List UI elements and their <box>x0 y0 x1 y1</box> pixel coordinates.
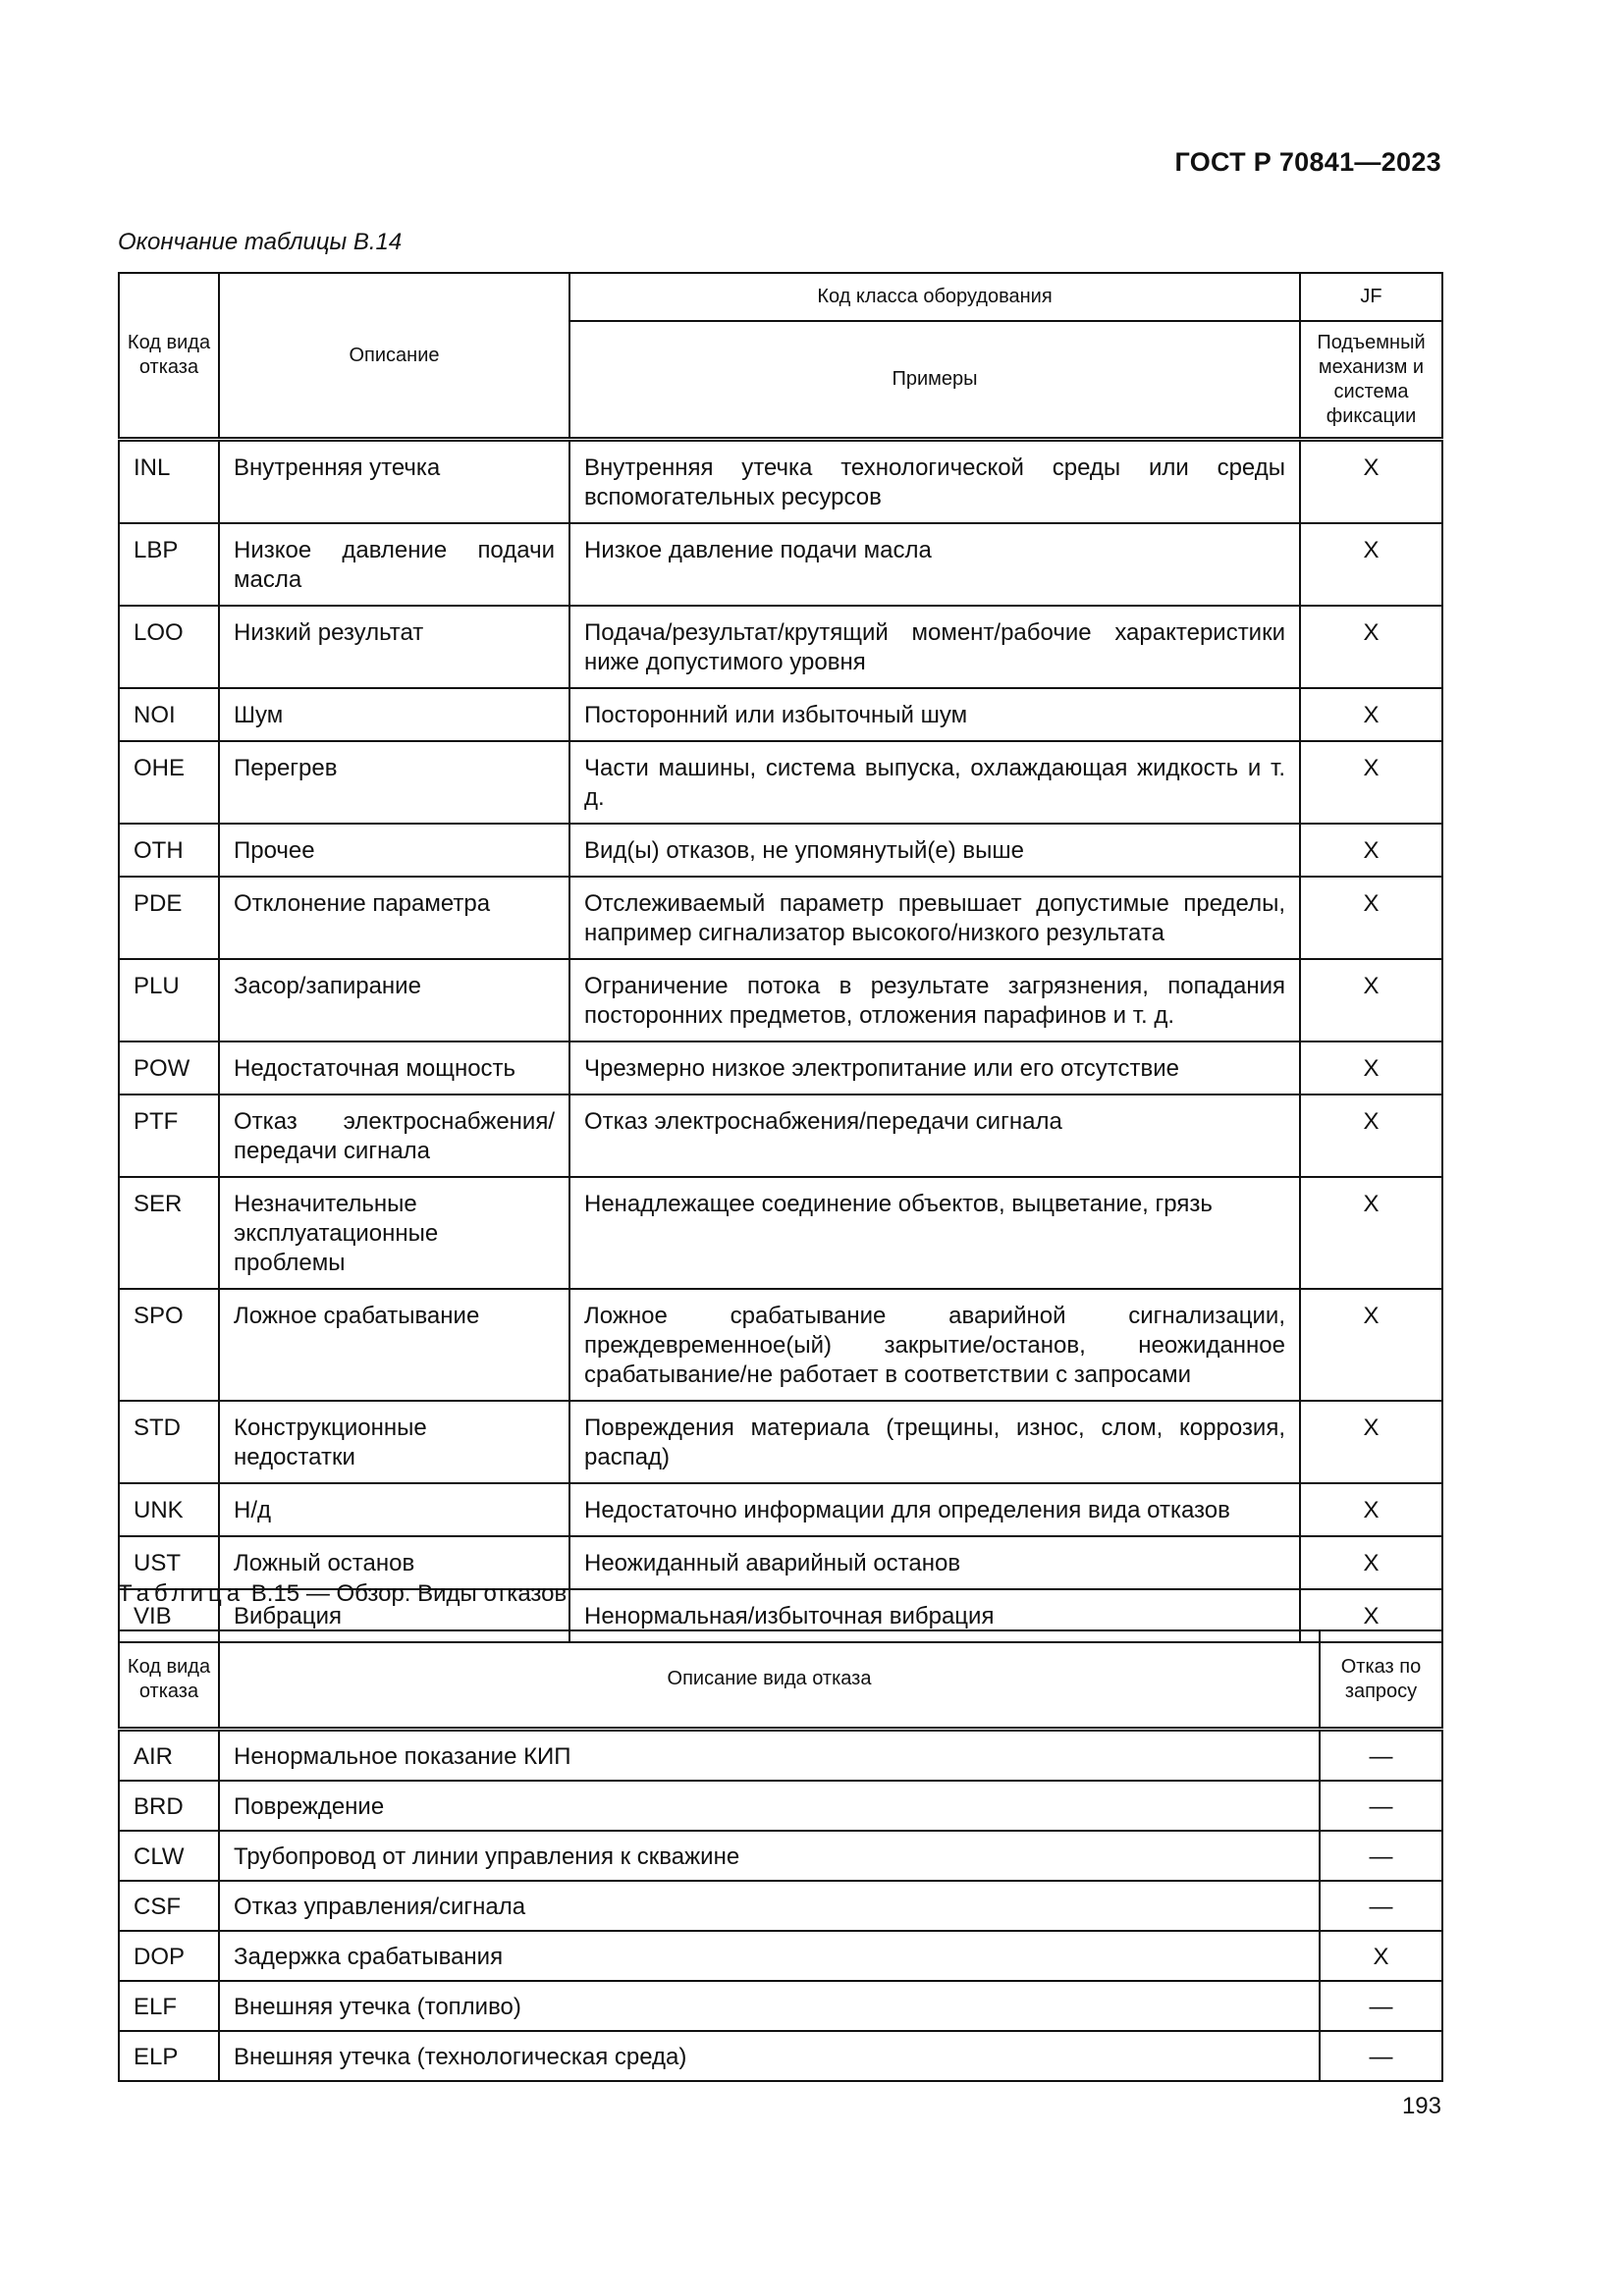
failure-code: SPO <box>119 1289 219 1401</box>
jf-mark: X <box>1300 877 1442 959</box>
table-row <box>119 523 1442 606</box>
jf-mark: X <box>1300 606 1442 688</box>
failure-description: Незначительные эксплуатационные проблемы <box>219 1177 569 1289</box>
failure-description: Шум <box>219 688 569 741</box>
table-b14-caption: Окончание таблицы В.14 <box>118 229 403 255</box>
failure-code: LBP <box>119 523 219 606</box>
jf-mark: X <box>1300 1177 1442 1289</box>
jf-mark: X <box>1300 1589 1442 1642</box>
header-code: Код вида отказа <box>119 1630 219 1730</box>
failure-code: PDE <box>119 877 219 959</box>
failure-description: Прочее <box>219 824 569 877</box>
table-row <box>119 606 1442 688</box>
failure-description: Конструкционные недостатки <box>219 1401 569 1483</box>
on-demand-mark: — <box>1320 1730 1442 1782</box>
failure-description: Ненормальное показание КИП <box>219 1730 1320 1782</box>
failure-code: POW <box>119 1041 219 1095</box>
failure-description: Трубопровод от линии управления к скважине <box>219 1831 1320 1881</box>
failure-description: Перегрев <box>219 741 569 824</box>
failure-code: AIR <box>119 1730 219 1782</box>
on-demand-mark: X <box>1320 1931 1442 1981</box>
table-b15-caption-prefix: Таблица <box>118 1580 245 1607</box>
table-row <box>119 741 1442 824</box>
failure-description: Задержка срабатывания <box>219 1931 1320 1981</box>
table-row <box>119 1401 1442 1483</box>
table-row <box>119 1041 1442 1095</box>
failure-description: Отказ электроснабжения/передачи сигнала <box>219 1095 569 1177</box>
table-row <box>119 1177 1442 1289</box>
failure-description: Н/д <box>219 1483 569 1536</box>
failure-code: CSF <box>119 1881 219 1931</box>
failure-description: Отказ управления/сигнала <box>219 1881 1320 1931</box>
table-row <box>119 2031 1442 2081</box>
failure-examples: Неожиданный аварийный останов <box>569 1536 1300 1589</box>
failure-description: Недостаточная мощность <box>219 1041 569 1095</box>
failure-code: VIB <box>119 1589 219 1642</box>
failure-code: NOI <box>119 688 219 741</box>
header-failure-description: Описание вида отказа <box>219 1630 1320 1730</box>
failure-description: Внешняя утечка (топливо) <box>219 1981 1320 2031</box>
failure-code: INL <box>119 440 219 524</box>
jf-mark: X <box>1300 1401 1442 1483</box>
jf-mark: X <box>1300 523 1442 606</box>
failure-code: OHE <box>119 741 219 824</box>
table-row <box>119 688 1442 741</box>
header-class-code-value: JF <box>1300 273 1442 321</box>
failure-description: Низкий результат <box>219 606 569 688</box>
table-row <box>119 959 1442 1041</box>
table-row <box>119 1881 1442 1931</box>
failure-code: DOP <box>119 1931 219 1981</box>
failure-description: Засор/запирание <box>219 959 569 1041</box>
failure-code: CLW <box>119 1831 219 1881</box>
failure-description: Внутренняя утечка <box>219 440 569 524</box>
jf-mark: X <box>1300 824 1442 877</box>
failure-examples: Ненормальная/избыточная вибрация <box>569 1589 1300 1642</box>
table-b15-caption <box>118 1580 567 1608</box>
jf-mark: X <box>1300 1041 1442 1095</box>
table-row <box>119 440 1442 524</box>
on-demand-mark: — <box>1320 1831 1442 1881</box>
failure-code: BRD <box>119 1781 219 1831</box>
failure-examples: Части машины, система выпуска, охлаждающая жидкость и т. д. <box>569 741 1300 824</box>
jf-mark: X <box>1300 1483 1442 1536</box>
failure-code: UNK <box>119 1483 219 1536</box>
table-row <box>119 1781 1442 1831</box>
jf-mark: X <box>1300 440 1442 524</box>
on-demand-mark: — <box>1320 1881 1442 1931</box>
failure-examples: Недостаточно информации для определения вида отказов <box>569 1483 1300 1536</box>
table-row <box>119 1289 1442 1401</box>
jf-mark: X <box>1300 1095 1442 1177</box>
failure-code: STD <box>119 1401 219 1483</box>
table-row <box>119 1730 1442 1782</box>
failure-examples: Ограничение потока в результате загрязнения, попадания посторонних предметов, отложения парафинов и т. д. <box>569 959 1300 1041</box>
failure-examples: Отказ электроснабжения/передачи сигнала <box>569 1095 1300 1177</box>
failure-code: PTF <box>119 1095 219 1177</box>
header-on-demand: Отказ по запросу <box>1320 1630 1442 1730</box>
table-b15-caption-text: В.15 — Обзор. Виды отказов <box>250 1580 568 1607</box>
failure-description: Ложное срабатывание <box>219 1289 569 1401</box>
failure-code: SER <box>119 1177 219 1289</box>
failure-examples: Вид(ы) отказов, не упомянутый(е) выше <box>569 824 1300 877</box>
failure-code: LOO <box>119 606 219 688</box>
table-row <box>119 824 1442 877</box>
failure-description: Ложный останов <box>219 1536 569 1589</box>
standard-designation: ГОСТ Р 70841—2023 <box>1174 147 1441 177</box>
jf-mark: X <box>1300 1289 1442 1401</box>
failure-examples: Повреждения материала (трещины, износ, слом, коррозия, распад) <box>569 1401 1300 1483</box>
jf-mark: X <box>1300 959 1442 1041</box>
on-demand-mark: — <box>1320 1781 1442 1831</box>
failure-code: OTH <box>119 824 219 877</box>
page-number: 193 <box>1401 2093 1441 2119</box>
failure-examples: Посторонний или избыточный шум <box>569 688 1300 741</box>
failure-examples: Подача/результат/крутящий момент/рабочие характеристики ниже допустимого уровня <box>569 606 1300 688</box>
failure-examples: Ложное срабатывание аварийной сигнализации, преждевременное(ый) закрытие/останов, неожиданное срабатывание/не работает в соответствии с запросами <box>569 1289 1300 1401</box>
header-examples: Примеры <box>569 321 1300 440</box>
header-description: Описание <box>219 273 569 440</box>
table-b14 <box>118 272 1443 1643</box>
failure-examples: Чрезмерно низкое электропитание или его отсутствие <box>569 1041 1300 1095</box>
failure-code: PLU <box>119 959 219 1041</box>
jf-mark: X <box>1300 1536 1442 1589</box>
header-jf-column: Подъемный механизм и система фиксации <box>1300 321 1442 440</box>
failure-code: ELF <box>119 1981 219 2031</box>
table-row <box>119 1831 1442 1881</box>
failure-description: Повреждение <box>219 1781 1320 1831</box>
failure-description: Низкое давление подачи масла <box>219 523 569 606</box>
failure-code: UST <box>119 1536 219 1589</box>
failure-description: Отклонение параметра <box>219 877 569 959</box>
failure-examples: Внутренняя утечка технологической среды или среды вспомогательных ресурсов <box>569 440 1300 524</box>
table-row <box>119 1931 1442 1981</box>
jf-mark: X <box>1300 741 1442 824</box>
jf-mark: X <box>1300 688 1442 741</box>
on-demand-mark: — <box>1320 1981 1442 2031</box>
table-row <box>119 1095 1442 1177</box>
failure-examples: Низкое давление подачи масла <box>569 523 1300 606</box>
table-b15 <box>118 1629 1443 2082</box>
header-class-code: Код класса оборудования <box>569 273 1300 321</box>
failure-examples: Отслеживаемый параметр превышает допустимые пределы, например сигнализатор высокого/низкого результата <box>569 877 1300 959</box>
header-code: Код вида отказа <box>119 273 219 440</box>
table-row <box>119 1981 1442 2031</box>
failure-code: ELP <box>119 2031 219 2081</box>
failure-description: Вибрация <box>219 1589 569 1642</box>
table-row <box>119 1483 1442 1536</box>
failure-examples: Ненадлежащее соединение объектов, выцветание, грязь <box>569 1177 1300 1289</box>
on-demand-mark: — <box>1320 2031 1442 2081</box>
failure-description: Внешняя утечка (технологическая среда) <box>219 2031 1320 2081</box>
table-row <box>119 877 1442 959</box>
